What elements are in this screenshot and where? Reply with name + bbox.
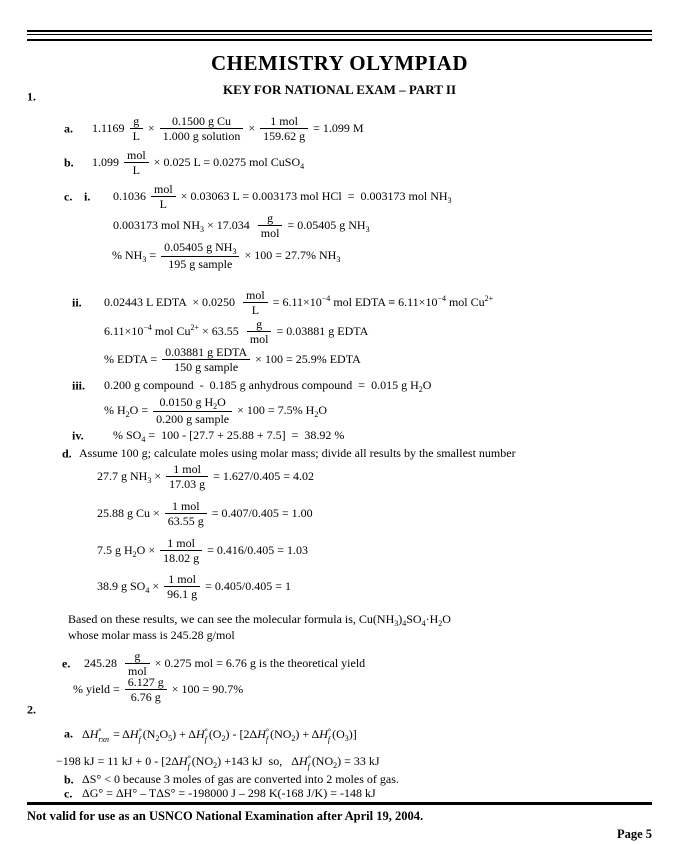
content-line: [0, 675, 679, 704]
content-line: [0, 772, 679, 787]
text-run: 159.62 g: [263, 129, 306, 143]
text-run: 18.02 g: [163, 551, 200, 565]
fraction-numerator: [164, 572, 200, 587]
text-run: 0.1500 g Cu: [172, 114, 232, 128]
text-run: mol: [246, 288, 265, 302]
item-label: e.: [62, 656, 71, 670]
text-run: = 1.627/0.405 = 4.02: [210, 469, 314, 483]
text-run: 6.11×10: [104, 324, 144, 338]
fraction-denominator: [161, 257, 239, 271]
fraction-numerator: [160, 114, 244, 129]
italic-variable: H: [178, 753, 188, 768]
text-run: mol Cu: [151, 324, 191, 338]
text-run: 1 mol: [173, 462, 201, 476]
fraction-denominator: [160, 129, 244, 143]
text-run: ) + Δ: [172, 726, 196, 741]
fraction-numerator: [160, 536, 202, 551]
text-run: 63.55 g: [167, 514, 204, 528]
text-run: ·H: [425, 612, 439, 626]
text-run: −198 kJ = 11 kJ + 0 - [2Δ: [56, 753, 179, 768]
fraction: [130, 114, 143, 143]
superscript: −4: [437, 294, 446, 303]
text-run: O =: [129, 403, 152, 417]
equation-content: [0, 572, 679, 601]
fraction: [165, 499, 207, 528]
item-sublabel: i.: [84, 189, 91, 203]
content-line: [0, 317, 679, 346]
text-run: 245.28: [84, 656, 123, 670]
fraction: [243, 288, 268, 317]
text-run: O: [159, 726, 169, 741]
text-run: mol: [127, 148, 146, 162]
subscript: 4: [141, 435, 146, 444]
subscript: 2: [291, 733, 296, 743]
text-run: (NO: [270, 726, 292, 741]
text-run: ) - [2Δ: [225, 726, 258, 741]
text-run: SO: [406, 612, 422, 626]
fraction-denominator: [243, 303, 268, 317]
fraction: [164, 572, 200, 601]
subscript: 2: [155, 733, 160, 743]
subscript: 2: [418, 385, 423, 394]
fraction-numerator: [258, 211, 283, 226]
text-run: 1 mol: [270, 114, 298, 128]
text-run: 195 g sample: [168, 257, 233, 271]
fraction-numerator: [260, 114, 308, 129]
item-label: a.: [64, 121, 73, 135]
fraction-numerator: [130, 114, 143, 129]
equation-content: [0, 211, 679, 240]
text-run: 25.88 g Cu ×: [97, 506, 163, 520]
text-run: = 1.099 M: [310, 121, 364, 135]
subscript: 3: [365, 225, 370, 234]
degree-superscript: °: [138, 727, 142, 736]
fraction: [166, 462, 208, 491]
text-run: × 17.034: [204, 218, 256, 232]
item-label: 2.: [27, 702, 36, 717]
equation-content: [0, 114, 679, 143]
content-line: [0, 612, 679, 627]
text-run: L: [132, 129, 140, 143]
sup-sub-stack: [139, 728, 142, 744]
text-run: 1.099: [92, 155, 122, 169]
degree-superscript: °: [307, 754, 311, 763]
text-run: 0.0150 g H: [159, 395, 214, 409]
italic-variable: H: [257, 726, 266, 741]
equation-content: [0, 612, 679, 627]
content-line: [0, 288, 679, 317]
equation-content: [0, 462, 679, 491]
text-run: × 100 = 7.5% H: [234, 403, 315, 417]
sup-sub-stack: [308, 755, 311, 771]
text-run: % yield =: [73, 682, 123, 696]
subscript: 3: [394, 619, 399, 628]
text-run: 27.7 g NH: [97, 469, 148, 483]
page-number: Page 5: [616, 827, 652, 841]
text-run: × 0.025 L = 0.0275 mol CuSO: [150, 155, 301, 169]
fraction: [161, 240, 239, 271]
fraction: [260, 114, 308, 143]
fraction: [160, 114, 244, 143]
item-label: iv.: [72, 428, 84, 442]
text-run: ) = 33 kJ: [337, 753, 380, 768]
fraction-denominator: [165, 514, 207, 528]
content-line: [0, 572, 679, 601]
content-line: [0, 345, 679, 374]
text-run: O: [318, 403, 327, 417]
item-label: b.: [64, 155, 74, 169]
text-run: = 0.416/0.405 = 1.03: [204, 543, 308, 557]
content-line: [0, 726, 679, 742]
equation-content: [0, 395, 679, 426]
italic-variable: H: [298, 753, 308, 768]
text-run: g: [134, 649, 141, 663]
equation-content: [0, 428, 679, 443]
equation-content: [0, 317, 679, 346]
text-run: Δ: [82, 726, 90, 741]
text-run: 0.003173 mol NH: [113, 218, 200, 232]
fraction: [258, 211, 283, 240]
content-line: [0, 114, 679, 143]
text-run: = 100 - [27.7 + 25.88 + 7.5] = 38.92 %: [145, 428, 345, 442]
text-run: = 0.407/0.405 = 1.00: [208, 506, 313, 520]
content-line: [0, 462, 679, 491]
text-run: 1 mol: [171, 499, 200, 513]
content-line: [0, 446, 679, 461]
variable-subscript: f: [327, 735, 331, 744]
text-run: ΔG° = ΔH° – TΔS° = -198000 J – 298 K(-168 J/K) = -148 kJ: [82, 786, 376, 800]
text-run: (NO: [191, 753, 214, 768]
text-run: L: [251, 303, 260, 317]
subscript: 3: [147, 476, 152, 485]
text-run: =: [146, 248, 160, 262]
text-run: 96.1 g: [167, 587, 198, 601]
equation-content: [0, 649, 679, 678]
subscript: 3: [232, 247, 237, 256]
content-line: [0, 395, 679, 426]
text-run: ): [398, 612, 403, 626]
degree-superscript: °: [265, 727, 270, 736]
text-run: 38.9 g SO: [97, 579, 146, 593]
item-label: 1.: [27, 89, 36, 104]
footer-rule: [27, 802, 652, 805]
fraction-denominator: [166, 477, 208, 491]
page-subtitle: KEY FOR NATIONAL EXAM – PART II: [222, 82, 457, 97]
sup-sub-stack: [98, 728, 109, 744]
superscript: 2+: [190, 323, 200, 332]
item-label: d.: [62, 446, 72, 460]
variable-subscript: rxn: [98, 735, 110, 744]
subscript: 2: [438, 619, 443, 628]
text-run: 0.02443 L EDTA × 0.0250: [104, 295, 242, 309]
subscript: 4: [402, 619, 407, 628]
italic-variable: H: [319, 726, 328, 741]
fraction-numerator: [153, 395, 232, 412]
content-line: [0, 649, 679, 678]
content-line: [0, 536, 679, 565]
fraction-numerator: [125, 675, 167, 690]
text-run: 6.76 g: [130, 690, 161, 704]
superscript: −4: [143, 323, 152, 332]
fraction-numerator: [247, 317, 272, 332]
text-run: 150 g sample: [174, 360, 239, 374]
subscript: 3: [142, 255, 147, 264]
text-run: × 63.55: [199, 324, 245, 338]
text-run: ×: [151, 469, 165, 483]
subscript: 4: [145, 586, 150, 595]
degree-superscript: °: [204, 727, 208, 736]
variable-subscript: f: [204, 735, 207, 744]
text-run: 1 mol: [168, 572, 196, 586]
variable-subscript: f: [187, 762, 190, 771]
text-run: × 0.275 mol = 6.76 g is the theoretical yield: [151, 656, 366, 670]
text-run: Assume 100 g; calculate moles using molar mass; divide all results by the smallest number: [79, 446, 516, 460]
equation-content: [0, 378, 679, 393]
equation-content: [0, 753, 679, 769]
fraction-denominator: [164, 587, 200, 601]
fraction-denominator: [247, 332, 272, 346]
fraction-denominator: [258, 226, 283, 240]
content-line: [0, 499, 679, 528]
text-run: 7.5 g H: [97, 543, 133, 557]
text-run: 17.03 g: [169, 477, 206, 491]
text-run: (O: [208, 726, 222, 741]
content-line: [0, 182, 679, 211]
text-run: = 6.11×10: [269, 295, 322, 309]
subscript: 2: [213, 402, 218, 411]
text-run: mol: [154, 182, 173, 196]
fraction: [247, 317, 272, 346]
fraction-numerator: [162, 345, 250, 360]
equation-content: [0, 148, 679, 177]
subscript: 4: [421, 619, 426, 628]
fraction-numerator: [161, 240, 239, 257]
text-run: O: [217, 395, 226, 409]
fraction-numerator: [243, 288, 268, 303]
equation-content: [0, 675, 679, 704]
text-run: 1 mol: [167, 536, 195, 550]
sup-sub-stack: [188, 755, 191, 771]
fraction-numerator: [151, 182, 176, 197]
text-run: ΔS° < 0 because 3 moles of gas are converted into 2 moles of gas.: [82, 772, 399, 786]
text-run: L: [159, 197, 167, 211]
equation-content: [0, 240, 679, 271]
degree-superscript: °: [327, 727, 332, 736]
content-line: [0, 428, 679, 443]
item-label: iii.: [72, 378, 86, 392]
item-label: c.: [64, 189, 73, 203]
subscript: 2: [314, 410, 319, 419]
text-run: g: [133, 114, 140, 128]
fraction-denominator: [260, 129, 308, 143]
text-run: (O: [332, 726, 345, 741]
text-run: O: [442, 612, 451, 626]
item-label: c.: [64, 786, 73, 800]
text-run: 1.000 g solution: [162, 129, 241, 143]
equation-content: [0, 288, 679, 317]
page-footer: [27, 802, 652, 842]
fraction-denominator: [160, 551, 202, 565]
text-run: )]: [348, 726, 357, 741]
italic-variable: H: [89, 726, 99, 741]
fraction: [162, 345, 250, 374]
text-run: ) + Δ: [295, 726, 320, 741]
fraction-numerator: [165, 499, 207, 514]
subscript: 5: [168, 733, 173, 743]
italic-variable: H: [195, 726, 205, 741]
footer-note: Not valid for use as an USNCO National Examination after April 19, 2004.: [27, 809, 424, 823]
subscript: 2: [213, 760, 218, 770]
fraction-denominator: [153, 412, 232, 426]
fraction: [125, 649, 150, 678]
text-run: ×: [245, 121, 259, 135]
subscript: 3: [200, 225, 204, 234]
text-run: 0.05405 g NH: [164, 240, 233, 254]
fraction-denominator: [130, 129, 143, 143]
text-run: mol EDTA ≡ 6.11×10: [330, 295, 438, 309]
subscript: 2: [221, 733, 226, 743]
text-run: O ×: [136, 543, 159, 557]
text-run: = 0.405/0.405 = 1: [202, 579, 291, 593]
text-run: = 0.05405 g NH: [284, 218, 366, 232]
subscript: 3: [336, 255, 341, 264]
text-run: 6.127 g: [127, 675, 164, 689]
text-run: Based on these results, we can see the molecular formula is, Cu(NH: [68, 612, 395, 626]
variable-subscript: f: [138, 735, 141, 744]
fraction-denominator: [151, 197, 176, 211]
text-run: ×: [144, 121, 158, 135]
text-run: × 100 = 27.7% NH: [241, 248, 337, 262]
equation-content: [0, 772, 679, 787]
sup-sub-stack: [266, 728, 269, 744]
equation-content: [0, 345, 679, 374]
equation-content: [0, 446, 679, 461]
fraction: [153, 395, 232, 426]
subscript: 3: [344, 733, 349, 743]
sup-sub-stack: [205, 728, 208, 744]
content-line: [0, 148, 679, 177]
degree-superscript: °: [187, 754, 191, 763]
degree-superscript: °: [98, 727, 102, 736]
italic-variable: H: [129, 726, 139, 741]
fraction-denominator: [162, 360, 250, 374]
text-run: ) +143 kJ so, Δ: [217, 753, 299, 768]
content-line: [0, 378, 679, 393]
superscript: 2+: [484, 294, 494, 303]
text-run: 0.200 g compound - 0.185 g anhydrous compound = 0.015 g H: [104, 378, 419, 392]
text-run: = 0.03881 g EDTA: [273, 324, 369, 338]
text-run: ×: [149, 579, 163, 593]
item-label: a.: [64, 726, 73, 741]
content-line: [0, 753, 679, 769]
text-run: mol: [249, 332, 269, 346]
subscript: 2: [132, 550, 137, 559]
content-line: [0, 240, 679, 271]
text-run: × 0.03063 L = 0.003173 mol HCl = 0.003173 mol NH: [177, 189, 448, 203]
variable-subscript: f: [265, 735, 269, 744]
fraction-denominator: [125, 690, 167, 704]
text-run: L: [132, 163, 140, 177]
item-label: b.: [64, 772, 74, 786]
text-run: 1.1169: [92, 121, 128, 135]
text-run: × 100 = 90.7%: [168, 682, 244, 696]
subscript: 4: [300, 162, 305, 171]
item-label: ii.: [72, 295, 82, 309]
fraction-denominator: [124, 163, 149, 177]
subscript: 3: [447, 196, 452, 205]
fraction-numerator: [125, 649, 150, 664]
text-run: % EDTA =: [104, 352, 161, 366]
fraction-numerator: [124, 148, 149, 163]
text-run: % NH: [112, 248, 143, 262]
superscript: −4: [321, 294, 331, 303]
text-run: 0.200 g sample: [156, 412, 230, 426]
subscript: 2: [333, 760, 338, 770]
content-line: [0, 628, 679, 643]
fraction: [124, 148, 149, 177]
text-run: × 100 = 25.9% EDTA: [252, 352, 361, 366]
fraction: [125, 675, 167, 704]
equation-content: [0, 726, 679, 742]
text-run: (N: [142, 726, 156, 741]
fraction: [151, 182, 176, 211]
fraction: [160, 536, 202, 565]
text-run: 0.03881 g EDTA: [165, 345, 248, 359]
subscript: 2: [125, 410, 130, 419]
equation-content: [0, 499, 679, 528]
text-run: 0.1036: [113, 189, 149, 203]
text-run: O: [422, 378, 432, 392]
text-run: whose molar mass is 245.28 g/mol: [68, 628, 235, 642]
equation-content: [0, 182, 679, 211]
content-line: [0, 211, 679, 240]
text-run: mol: [260, 226, 280, 240]
text-run: g: [267, 211, 274, 225]
content-line: [0, 786, 679, 801]
text-run: g: [256, 317, 263, 331]
fraction-numerator: [166, 462, 208, 477]
text-run: % SO: [113, 428, 142, 442]
equation-content: [0, 628, 679, 643]
text-run: % H: [104, 403, 126, 417]
text-run: = Δ: [110, 726, 130, 741]
equation-content: [0, 786, 679, 801]
page-title: CHEMISTRY OLYMPIAD: [211, 51, 468, 75]
text-run: mol: [128, 664, 147, 678]
variable-subscript: f: [307, 762, 310, 771]
equation-content: [0, 536, 679, 565]
text-run: mol Cu: [445, 295, 485, 309]
text-run: (NO: [311, 753, 334, 768]
sup-sub-stack: [328, 728, 331, 744]
